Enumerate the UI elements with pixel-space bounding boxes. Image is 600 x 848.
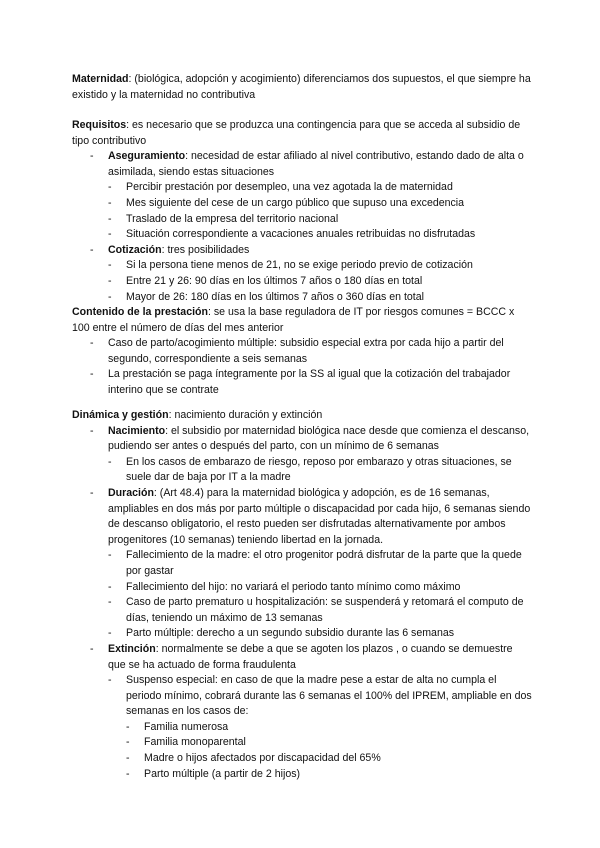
maternidad-heading: Maternidad	[72, 73, 129, 85]
list-item-text: Familia numerosa	[144, 720, 229, 733]
bullet-dash: -	[126, 720, 130, 733]
bullet-dash: -	[108, 674, 112, 687]
list-item	[108, 227, 532, 243]
section-dinamica	[72, 408, 532, 782]
list-item-suspenso-especial	[108, 673, 532, 782]
list-item-aseguramiento	[90, 149, 532, 243]
bullet-dash: -	[108, 212, 112, 225]
bullet-dash: -	[108, 455, 112, 468]
bullet-dash: -	[108, 228, 112, 241]
cotizacion-text: : tres posibilidades	[161, 243, 250, 256]
requisitos-paragraph	[72, 118, 532, 149]
list-item	[108, 290, 532, 306]
list-item-text: Parto múltiple: derecho a un segundo subsidio durante las 6 semanas	[126, 627, 455, 640]
aseguramiento-sublist	[108, 180, 532, 242]
section-contenido	[72, 305, 532, 399]
bullet-dash: -	[108, 259, 112, 272]
cotizacion-label: Cotización	[108, 243, 162, 256]
aseguramiento-text: : necesidad de estar afiliado al nivel contributivo, estando dado de alta o asimilada, siendo estas situaciones	[108, 150, 524, 178]
list-item	[90, 367, 532, 398]
list-item-text: Parto múltiple (a partir de 2 hijos)	[144, 767, 301, 780]
list-item	[108, 580, 532, 596]
list-item	[108, 274, 532, 290]
bullet-dash: -	[108, 580, 112, 593]
list-item	[126, 767, 532, 783]
nacimiento-text: : el subsidio por maternidad biológica nace desde que comienza el descanso, pudiendo ser antes o después del parto, con un mínimo de 6 semanas	[108, 424, 530, 453]
list-item	[108, 548, 532, 579]
aseguramiento-label: Aseguramiento	[108, 150, 186, 163]
bullet-dash: -	[126, 767, 130, 780]
list-item-text: Situación correspondiente a vacaciones anuales retribuidas no disfrutadas	[126, 228, 476, 241]
dinamica-text: : nacimiento duración y extinción	[168, 409, 323, 421]
bullet-dash: -	[108, 627, 112, 640]
bullet-dash: -	[90, 642, 94, 655]
list-item-cotizacion	[90, 243, 532, 305]
list-item-extincion	[90, 642, 532, 782]
list-item-text: Mayor de 26: 180 días en los últimos 7 años o 360 días en total	[126, 290, 424, 303]
bullet-dash: -	[108, 290, 112, 303]
extincion-label: Extinción	[108, 642, 156, 655]
requisitos-text: : es necesario que se produzca una contingencia para que se acceda al subsidio de tipo contributivo	[72, 119, 521, 147]
duracion-text: : (Art 48.4) para la maternidad biológica y adopción, es de 16 semanas, ampliables en dos más por parto múltiple o discapacidad por cada hijo, 6 semanas siendo de descanso obligatorio, el resto pueden ser disfrutadas alternativamente por ambos progenitores (10 semanas) teniendo libertad en la jornada.	[108, 486, 531, 546]
list-item-text: Fallecimiento del hijo: no variará el periodo tanto mínimo como máximo	[126, 580, 461, 593]
requisitos-list	[72, 149, 532, 305]
extincion-text: : normalmente se debe a que se agoten los plazos , o cuando se demuestre que se ha actuado de forma fraudulenta	[108, 642, 513, 671]
list-item-text: En los casos de embarazo de riesgo, reposo por embarazo y otras situaciones, se suele dar de baja por IT a la madre	[126, 455, 512, 484]
bullet-dash: -	[126, 736, 130, 749]
list-item	[126, 735, 532, 751]
contenido-paragraph	[72, 305, 532, 336]
bullet-dash: -	[108, 181, 112, 194]
list-item-text: Fallecimiento de la madre: el otro progenitor podrá disfrutar de la parte que la quede por gastar	[126, 549, 522, 577]
bullet-dash: -	[108, 196, 112, 209]
list-item	[108, 258, 532, 274]
list-item-text: Madre o hijos afectados por discapacidad del 65%	[144, 752, 381, 765]
maternidad-paragraph	[72, 72, 532, 103]
nacimiento-label: Nacimiento	[108, 424, 166, 437]
list-item-text: Percibir prestación por desempleo, una vez agotada la de maternidad	[126, 181, 453, 194]
list-item	[90, 336, 532, 367]
section-requisitos	[72, 118, 532, 305]
bullet-dash: -	[90, 486, 94, 499]
section-maternidad	[72, 72, 532, 103]
list-item	[108, 212, 532, 228]
list-item	[108, 455, 532, 486]
list-item	[126, 751, 532, 767]
extincion-sublist	[108, 673, 532, 782]
list-item-text: Si la persona tiene menos de 21, no se exige periodo previo de cotización	[126, 259, 473, 272]
list-item-duracion	[90, 486, 532, 642]
suspenso-especial-text: Suspenso especial: en caso de que la madre pese a estar de alta no cumpla el periodo mínimo, cobrará durante las 6 semanas el 100% del IPREM, ampliable en dos semanas en los casos de:	[126, 674, 532, 718]
bullet-dash: -	[108, 274, 112, 287]
list-item-text: Caso de parto prematuro u hospitalización: se suspenderá y retomará el computo de días, teniendo un máximo de 13 semanas	[126, 596, 524, 624]
list-item-text: Traslado de la empresa del territorio nacional	[126, 212, 339, 225]
list-item-text: Familia monoparental	[144, 736, 246, 749]
dinamica-paragraph	[72, 408, 532, 424]
contenido-text: : se usa la base reguladora de IT por riesgos comunes = BCCC x 100 entre el número de días del mes anterior	[72, 306, 515, 334]
bullet-dash: -	[90, 337, 94, 350]
contenido-heading: Contenido de la prestación	[72, 306, 208, 318]
cotizacion-sublist	[108, 258, 532, 305]
requisitos-heading: Requisitos	[72, 119, 127, 131]
list-item	[108, 180, 532, 196]
list-item-text: La prestación se paga íntegramente por la SS al igual que la cotización del trabajador interino que se contrate	[108, 368, 511, 396]
bullet-dash: -	[108, 549, 112, 562]
bullet-dash: -	[108, 596, 112, 609]
list-item	[108, 626, 532, 642]
duracion-label: Duración	[108, 486, 154, 499]
dinamica-list	[72, 424, 532, 783]
list-item-text: Entre 21 y 26: 90 días en los últimos 7 años o 180 días en total	[126, 274, 423, 287]
list-item	[126, 720, 532, 736]
duracion-sublist	[108, 548, 532, 642]
nacimiento-sublist	[108, 455, 532, 486]
bullet-dash: -	[90, 150, 94, 163]
list-item-text: Mes siguiente del cese de un cargo público que supuso una excedencia	[126, 196, 465, 209]
list-item-nacimiento	[90, 424, 532, 486]
bullet-dash: -	[90, 368, 94, 381]
bullet-dash: -	[126, 752, 130, 765]
maternidad-text: : (biológica, adopción y acogimiento) diferenciamos dos supuestos, el que siempre ha existido y la maternidad no contributiva	[72, 73, 531, 101]
bullet-dash: -	[90, 424, 94, 437]
list-item	[108, 595, 532, 626]
contenido-list	[72, 336, 532, 398]
casos-sublist	[126, 720, 532, 782]
list-item-text: Caso de parto/acogimiento múltiple: subsidio especial extra por cada hijo a partir del segundo, correspondiente a seis semanas	[108, 337, 504, 365]
dinamica-heading: Dinámica y gestión	[72, 409, 169, 421]
bullet-dash: -	[90, 243, 94, 256]
list-item	[108, 196, 532, 212]
